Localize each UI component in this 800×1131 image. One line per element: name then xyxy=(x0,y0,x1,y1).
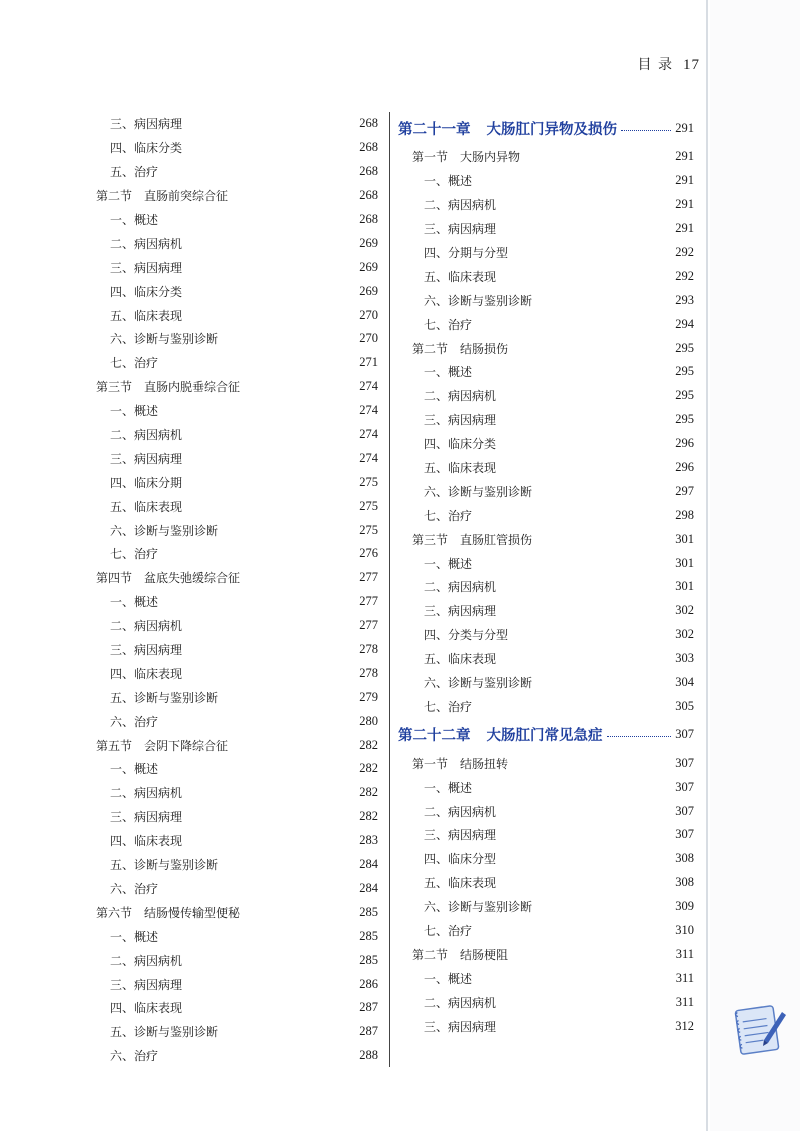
item-title: 六、诊断与鉴别诊断 xyxy=(424,293,533,308)
toc-section-row xyxy=(96,900,378,924)
item-title: 三、病因病理 xyxy=(110,810,183,825)
toc-right-column xyxy=(398,112,694,1038)
item-title: 四、分类与分型 xyxy=(424,628,509,643)
item-title: 六、治疗 xyxy=(110,714,159,729)
section-title: 第六节 结肠慢传输型便秘 xyxy=(96,905,241,920)
item-title: 二、病因病机 xyxy=(110,786,183,801)
entry-page: 295 xyxy=(675,340,694,355)
item-title: 五、临床表现 xyxy=(110,308,183,323)
chapter-number: 第二十二章 xyxy=(398,728,471,745)
item-title: 一、概述 xyxy=(110,404,159,419)
page-number: 17 xyxy=(683,57,700,73)
item-title: 二、病因病机 xyxy=(424,198,497,213)
entry-page: 311 xyxy=(675,994,694,1009)
toc-item-row xyxy=(96,470,378,494)
page-header xyxy=(560,54,700,74)
item-title: 五、临床表现 xyxy=(424,876,497,891)
entry-page: 302 xyxy=(675,603,694,618)
section-title: 第二节 结肠梗阻 xyxy=(412,947,509,962)
entry-page: 278 xyxy=(359,642,378,657)
toc-item-row xyxy=(398,623,694,647)
entry-page: 282 xyxy=(359,785,378,800)
toc-item-row xyxy=(96,709,378,733)
entry-page: 271 xyxy=(359,355,378,370)
item-title: 三、病因病理 xyxy=(424,828,497,843)
item-title: 四、临床表现 xyxy=(110,834,183,849)
toc-item-row xyxy=(398,241,694,265)
header-title: 目 录 xyxy=(637,57,673,73)
entry-page: 282 xyxy=(359,761,378,776)
toc-item-row xyxy=(96,972,378,996)
item-title: 三、病因病理 xyxy=(424,1019,497,1034)
toc-item-row xyxy=(96,518,378,542)
item-title: 七、治疗 xyxy=(424,508,473,523)
entry-page: 297 xyxy=(675,483,694,498)
toc-item-row xyxy=(398,456,694,480)
toc-item-row xyxy=(398,647,694,671)
toc-item-row xyxy=(398,671,694,695)
entry-page: 278 xyxy=(359,665,378,680)
entry-page: 291 xyxy=(675,197,694,212)
entry-page: 277 xyxy=(359,594,378,609)
item-title: 四、临床表现 xyxy=(110,1001,183,1016)
toc-item-row xyxy=(398,966,694,990)
toc-item-row xyxy=(398,408,694,432)
entry-page: 301 xyxy=(675,531,694,546)
item-title: 一、概述 xyxy=(424,365,473,380)
entry-page: 279 xyxy=(359,689,378,704)
chapter-number: 第二十一章 xyxy=(398,122,471,138)
item-title: 七、治疗 xyxy=(110,356,159,371)
item-title: 六、治疗 xyxy=(110,881,159,896)
toc-item-row xyxy=(96,303,378,327)
entry-page: 284 xyxy=(359,880,378,895)
entry-page: 309 xyxy=(675,899,694,914)
entry-page: 308 xyxy=(675,851,694,866)
section-title: 第二节 直肠前突综合征 xyxy=(96,189,229,204)
item-title: 四、临床表现 xyxy=(110,666,183,681)
entry-page: 285 xyxy=(359,952,378,967)
toc-item-row xyxy=(398,871,694,895)
item-title: 六、诊断与鉴别诊断 xyxy=(424,676,533,691)
entry-page: 287 xyxy=(359,1000,378,1015)
item-title: 六、诊断与鉴别诊断 xyxy=(424,900,533,915)
item-title: 四、临床分类 xyxy=(110,141,183,156)
item-title: 五、临床表现 xyxy=(424,269,497,284)
toc-item-row xyxy=(96,351,378,375)
entry-page: 268 xyxy=(359,188,378,203)
entry-page: 292 xyxy=(675,268,694,283)
entry-page: 307 xyxy=(675,755,694,770)
item-title: 四、临床分期 xyxy=(110,475,183,490)
entry-page: 282 xyxy=(359,809,378,824)
item-title: 二、病因病机 xyxy=(424,389,497,404)
toc-item-row xyxy=(398,217,694,241)
toc-section-row xyxy=(96,184,378,208)
toc-item-row xyxy=(96,208,378,232)
section-title: 第四节 盆底失弛缓综合征 xyxy=(96,571,241,586)
item-title: 一、概述 xyxy=(424,174,473,189)
entry-page: 275 xyxy=(359,474,378,489)
item-title: 一、概述 xyxy=(424,556,473,571)
toc-item-row xyxy=(398,895,694,919)
item-title: 一、概述 xyxy=(110,929,159,944)
toc-item-row xyxy=(398,384,694,408)
item-title: 三、病因病理 xyxy=(424,413,497,428)
entry-page: 302 xyxy=(675,627,694,642)
item-title: 二、病因病机 xyxy=(110,428,183,443)
item-title: 六、诊断与鉴别诊断 xyxy=(110,332,219,347)
toc-item-row xyxy=(398,193,694,217)
toc-item-row xyxy=(96,279,378,303)
entry-page: 291 xyxy=(675,221,694,236)
entry-page: 286 xyxy=(359,976,378,991)
item-title: 七、治疗 xyxy=(424,699,473,714)
entry-page: 288 xyxy=(359,1048,378,1063)
item-title: 六、诊断与鉴别诊断 xyxy=(424,484,533,499)
toc-item-row xyxy=(96,877,378,901)
item-title: 二、病因病机 xyxy=(110,953,183,968)
entry-page: 270 xyxy=(359,307,378,322)
item-title: 一、概述 xyxy=(110,762,159,777)
toc-item-row xyxy=(96,231,378,255)
item-title: 四、临床分型 xyxy=(424,852,497,867)
entry-page: 282 xyxy=(359,737,378,752)
entry-page: 283 xyxy=(359,833,378,848)
entry-page: 296 xyxy=(675,436,694,451)
item-title: 一、概述 xyxy=(110,595,159,610)
page-edge xyxy=(706,0,708,1131)
toc-item-row xyxy=(398,990,694,1014)
toc-item-row xyxy=(398,799,694,823)
toc-item-row xyxy=(96,1020,378,1044)
entry-page: 274 xyxy=(359,427,378,442)
entry-page: 277 xyxy=(359,570,378,585)
item-title: 二、病因病机 xyxy=(424,995,497,1010)
toc-item-row xyxy=(96,399,378,423)
chapter-title: 大肠肛门常见急症 xyxy=(486,728,603,745)
entry-page: 295 xyxy=(675,388,694,403)
toc-item-row xyxy=(96,638,378,662)
toc-chapter-row xyxy=(398,718,694,751)
toc-section-row xyxy=(96,733,378,757)
toc-item-row xyxy=(398,694,694,718)
toc-item-row xyxy=(398,312,694,336)
item-title: 五、临床表现 xyxy=(424,652,497,667)
toc-section-row xyxy=(398,527,694,551)
toc-item-row xyxy=(96,423,378,447)
item-title: 五、诊断与鉴别诊断 xyxy=(110,1025,219,1040)
toc-item-row xyxy=(96,661,378,685)
entry-page: 268 xyxy=(359,140,378,155)
item-title: 七、治疗 xyxy=(424,317,473,332)
toc-item-row xyxy=(96,590,378,614)
toc-item-row xyxy=(398,503,694,527)
toc-item-row xyxy=(398,264,694,288)
toc-item-row xyxy=(398,1014,694,1038)
toc-section-row xyxy=(398,145,694,169)
entry-page: 268 xyxy=(359,212,378,226)
entry-page: 303 xyxy=(675,651,694,666)
entry-page: 307 xyxy=(675,779,694,794)
entry-page: 295 xyxy=(675,412,694,427)
item-title: 一、概述 xyxy=(424,971,473,986)
item-title: 一、概述 xyxy=(424,780,473,795)
toc-item-row xyxy=(96,136,378,160)
entry-page: 295 xyxy=(675,364,694,379)
toc-item-row xyxy=(398,823,694,847)
toc-left-column xyxy=(96,112,378,1068)
item-title: 四、临床分类 xyxy=(110,284,183,299)
toc-item-row xyxy=(96,112,378,136)
entry-page: 301 xyxy=(675,579,694,594)
item-title: 三、病因病理 xyxy=(110,451,183,466)
entry-page: 296 xyxy=(675,460,694,475)
toc-item-row xyxy=(96,685,378,709)
column-divider xyxy=(389,112,390,1067)
toc-item-row xyxy=(96,255,378,279)
section-title: 第五节 会阴下降综合征 xyxy=(96,738,229,753)
entry-page: 304 xyxy=(675,675,694,690)
entry-page: 268 xyxy=(359,164,378,179)
toc-item-row xyxy=(96,853,378,877)
toc-item-row xyxy=(96,1044,378,1068)
section-title: 第一节 结肠扭转 xyxy=(412,756,509,771)
entry-page: 305 xyxy=(675,698,694,713)
entry-page: 276 xyxy=(359,546,378,561)
entry-page: 291 xyxy=(675,149,694,164)
entry-page: 268 xyxy=(359,116,378,131)
toc-item-row xyxy=(398,919,694,943)
leader-dots xyxy=(607,736,672,737)
entry-page: 311 xyxy=(675,970,694,985)
item-title: 五、诊断与鉴别诊断 xyxy=(110,690,219,705)
item-title: 六、治疗 xyxy=(110,1049,159,1064)
item-title: 三、病因病理 xyxy=(110,977,183,992)
entry-page: 301 xyxy=(675,555,694,570)
toc-item-row xyxy=(96,160,378,184)
toc-chapter-row xyxy=(398,112,694,145)
entry-page: 293 xyxy=(675,292,694,307)
item-title: 四、临床分类 xyxy=(424,437,497,452)
entry-page: 312 xyxy=(675,1018,694,1033)
item-title: 二、病因病机 xyxy=(110,236,183,251)
item-title: 七、治疗 xyxy=(110,547,159,562)
item-title: 五、临床表现 xyxy=(424,461,497,476)
entry-page: 287 xyxy=(359,1024,378,1039)
entry-page: 307 xyxy=(675,827,694,842)
toc-item-row xyxy=(96,494,378,518)
entry-page: 294 xyxy=(675,316,694,331)
entry-page: 292 xyxy=(675,245,694,259)
toc-item-row xyxy=(96,614,378,638)
notebook-pen-icon xyxy=(734,1000,788,1056)
entry-page: 284 xyxy=(359,857,378,872)
toc-item-row xyxy=(96,327,378,351)
toc-item-row xyxy=(398,169,694,193)
item-title: 三、病因病理 xyxy=(424,222,497,237)
item-title: 二、病因病机 xyxy=(424,804,497,819)
item-title: 六、诊断与鉴别诊断 xyxy=(110,523,219,538)
entry-page: 311 xyxy=(675,946,694,961)
toc-section-row xyxy=(398,336,694,360)
item-title: 七、治疗 xyxy=(424,924,473,939)
toc-item-row xyxy=(398,551,694,575)
chapter-page: 291 xyxy=(675,121,694,135)
toc-item-row xyxy=(96,829,378,853)
entry-page: 269 xyxy=(359,259,378,274)
entry-page: 270 xyxy=(359,331,378,346)
toc-item-row xyxy=(96,781,378,805)
entry-page: 269 xyxy=(359,283,378,298)
toc-item-row xyxy=(398,599,694,623)
entry-page: 285 xyxy=(359,928,378,943)
toc-item-row xyxy=(96,446,378,470)
entry-page: 308 xyxy=(675,875,694,890)
toc-item-row xyxy=(96,805,378,829)
item-title: 二、病因病机 xyxy=(110,619,183,634)
item-title: 四、分期与分型 xyxy=(424,246,509,260)
item-title: 二、病因病机 xyxy=(424,580,497,595)
entry-page: 298 xyxy=(675,507,694,522)
toc-item-row xyxy=(398,432,694,456)
toc-item-row xyxy=(96,996,378,1020)
item-title: 一、概述 xyxy=(110,213,159,227)
toc-section-row xyxy=(398,943,694,967)
section-title: 第二节 结肠损伤 xyxy=(412,341,509,356)
toc-item-row xyxy=(398,479,694,503)
entry-page: 280 xyxy=(359,713,378,728)
entry-page: 275 xyxy=(359,498,378,513)
item-title: 五、诊断与鉴别诊断 xyxy=(110,858,219,873)
entry-page: 285 xyxy=(359,904,378,919)
toc-item-row xyxy=(96,948,378,972)
toc-item-row xyxy=(398,288,694,312)
entry-page: 277 xyxy=(359,618,378,633)
item-title: 三、病因病理 xyxy=(110,117,183,132)
toc-item-row xyxy=(96,542,378,566)
item-title: 五、治疗 xyxy=(110,165,159,180)
toc-section-row xyxy=(96,375,378,399)
entry-page: 274 xyxy=(359,450,378,465)
entry-page: 307 xyxy=(675,803,694,818)
entry-page: 274 xyxy=(359,403,378,418)
entry-page: 269 xyxy=(359,235,378,250)
entry-page: 291 xyxy=(675,173,694,188)
toc-section-row xyxy=(398,751,694,775)
entry-page: 275 xyxy=(359,522,378,537)
toc-item-row xyxy=(96,924,378,948)
chapter-title: 大肠肛门异物及损伤 xyxy=(486,122,617,138)
section-title: 第一节 大肠内异物 xyxy=(412,150,521,165)
page-margin xyxy=(710,0,800,1131)
item-title: 三、病因病理 xyxy=(110,643,183,658)
item-title: 三、病因病理 xyxy=(424,604,497,619)
item-title: 五、临床表现 xyxy=(110,499,183,514)
leader-dots xyxy=(621,130,671,131)
item-title: 三、病因病理 xyxy=(110,260,183,275)
entry-page: 310 xyxy=(675,923,694,938)
toc-item-row xyxy=(398,575,694,599)
chapter-page: 307 xyxy=(675,727,694,742)
toc-section-row xyxy=(96,566,378,590)
section-title: 第三节 直肠肛管损伤 xyxy=(412,532,533,547)
toc-item-row xyxy=(96,757,378,781)
toc-item-row xyxy=(398,847,694,871)
toc-item-row xyxy=(398,775,694,799)
toc-item-row xyxy=(398,360,694,384)
section-title: 第三节 直肠内脱垂综合征 xyxy=(96,380,241,395)
entry-page: 274 xyxy=(359,379,378,394)
